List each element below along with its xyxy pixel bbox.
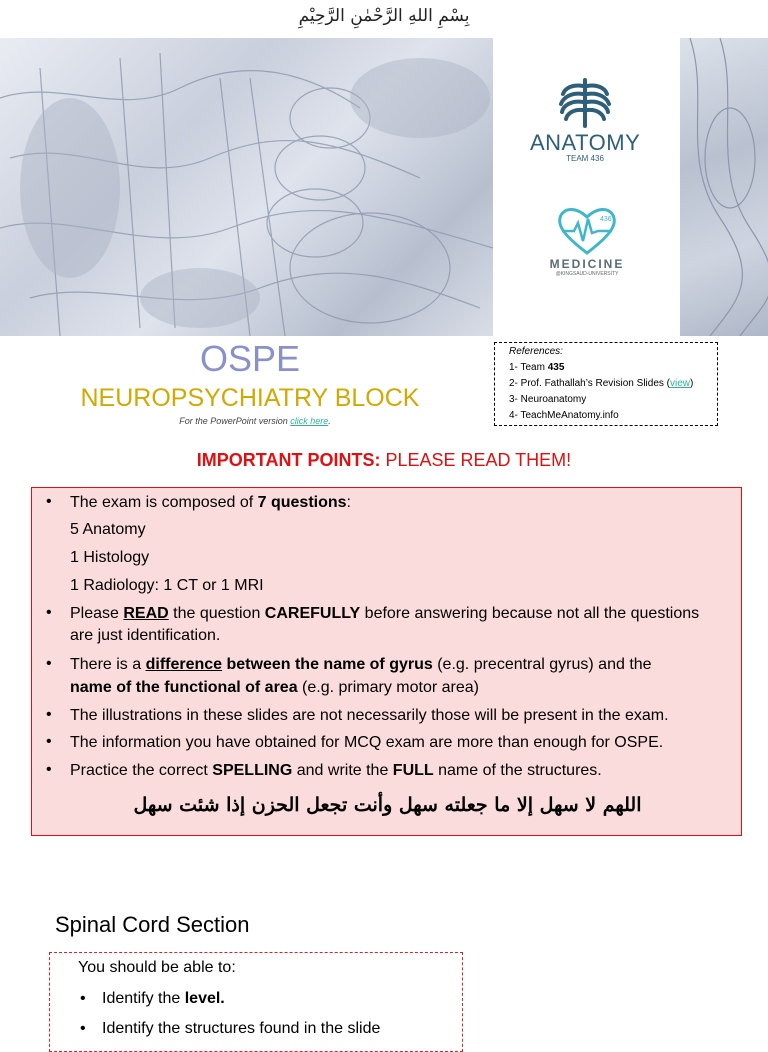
heart-pulse-icon [556, 205, 618, 257]
objective-structures: Identify the structures found in the slide [102, 1020, 381, 1037]
text-bold: FULL [392, 762, 434, 779]
bullet: • [46, 655, 52, 672]
references-heading: References: [509, 346, 563, 357]
text: Please [70, 605, 124, 622]
text-bold: name of the functional of area [70, 679, 298, 696]
anatomy-illustration-right [680, 38, 768, 336]
text: the question [168, 605, 265, 622]
reference-bold: 435 [547, 362, 565, 373]
text-bold: between the name of gyrus [222, 656, 433, 673]
powerpoint-note [0, 416, 510, 426]
text-bold: 7 questions [257, 494, 347, 511]
section-title: Spinal Cord Section [55, 912, 250, 937]
point-read-carefully [70, 604, 699, 624]
pp-note-prefix: For the PowerPoint version [179, 416, 291, 426]
text-bold: level. [184, 990, 225, 1007]
anatomy-logo-text: ANATOMY [530, 130, 641, 155]
block-subtitle: NEUROPSYCHIATRY BLOCK [80, 384, 420, 412]
bullet: • [46, 493, 52, 510]
medicine-logo-sub: @KINGSAUD-UNIVERSITY [555, 271, 619, 277]
point-gyrus-difference [70, 655, 652, 675]
important-heading [0, 450, 768, 471]
text-bold: CAREFULLY [264, 605, 361, 622]
reference-item [509, 376, 717, 392]
powerpoint-link[interactable]: click here [290, 416, 329, 426]
point-illustrations: The illustrations in these slides are not necessarily those will be present in the exam. [70, 707, 669, 724]
bullet: • [80, 990, 86, 1007]
reference-item [509, 360, 717, 376]
subpoint-radiology: 1 Radiology: 1 CT or 1 MRI [70, 577, 264, 594]
medicine-logo [535, 205, 639, 277]
reference-item [509, 408, 717, 424]
reference-text: 4- TeachMeAnatomy.info [509, 410, 619, 421]
anatomy-team-logo [530, 78, 640, 163]
ribcage-icon [555, 78, 615, 130]
important-text: PLEASE READ THEM! [380, 450, 572, 470]
text: Practice the correct [70, 762, 213, 779]
basmala-header: بِسْمِ اللهِ الرَّحْمٰنِ الرَّحِيْمِ [298, 6, 470, 26]
revision-slides-link[interactable]: view [670, 378, 691, 389]
subpoint-anatomy: 5 Anatomy [70, 521, 146, 538]
bullet: • [80, 1020, 86, 1037]
bullet: • [46, 733, 52, 750]
text-bold: READ [123, 605, 169, 622]
bullet: • [46, 761, 52, 778]
point-read-carefully-cont: are just identification. [70, 627, 221, 644]
references-box [494, 342, 718, 426]
objective-level [102, 990, 225, 1008]
subpoint-histology: 1 Histology [70, 549, 150, 566]
medicine-logo-text: MEDICINE [549, 257, 625, 271]
bullet: • [46, 604, 52, 621]
pp-note-suffix: . [328, 416, 331, 426]
text: There is a [70, 656, 146, 673]
page-title: OSPE [199, 338, 301, 379]
important-points-panel [31, 487, 742, 836]
point-mcq-info: The information you have obtained for MCQ exam are more than enough for OSPE. [70, 734, 664, 751]
text-bold: difference [145, 656, 223, 673]
text: (e.g. precentral gyrus) and the [432, 656, 652, 673]
text: name of the structures. [433, 762, 602, 779]
point-exam-composition [70, 493, 351, 513]
reference-text: 1- Team [509, 362, 548, 373]
text: and write the [292, 762, 393, 779]
point-gyrus-difference-cont [70, 678, 479, 698]
text: (e.g. primary motor area) [297, 679, 479, 696]
point-spelling [70, 761, 602, 781]
text: : [346, 494, 351, 511]
text: The exam is composed of [70, 494, 258, 511]
text: before answering because not all the questions [360, 605, 700, 622]
important-label: IMPORTANT POINTS: [196, 450, 381, 470]
medicine-badge-number: 436 [600, 216, 612, 223]
text-bold: SPELLING [212, 762, 293, 779]
anatomy-illustration-left [0, 38, 493, 336]
reference-text: 2- Prof. Fathallah’s Revision Slides ( [509, 378, 670, 389]
reference-text: 3- Neuroanatomy [509, 394, 587, 405]
objectives-intro: You should be able to: [78, 959, 236, 976]
text: Identify the [102, 990, 185, 1007]
reference-item [509, 392, 717, 408]
anatomy-logo-team: TEAM 436 [566, 154, 604, 163]
objectives-box [49, 952, 463, 1052]
arabic-dua: اللهم لا سهل إلا ما جعلته سهل وأنت تجعل الحزن إذا شئت سهل [133, 794, 642, 816]
reference-text: ) [690, 378, 694, 389]
bullet: • [46, 706, 52, 723]
